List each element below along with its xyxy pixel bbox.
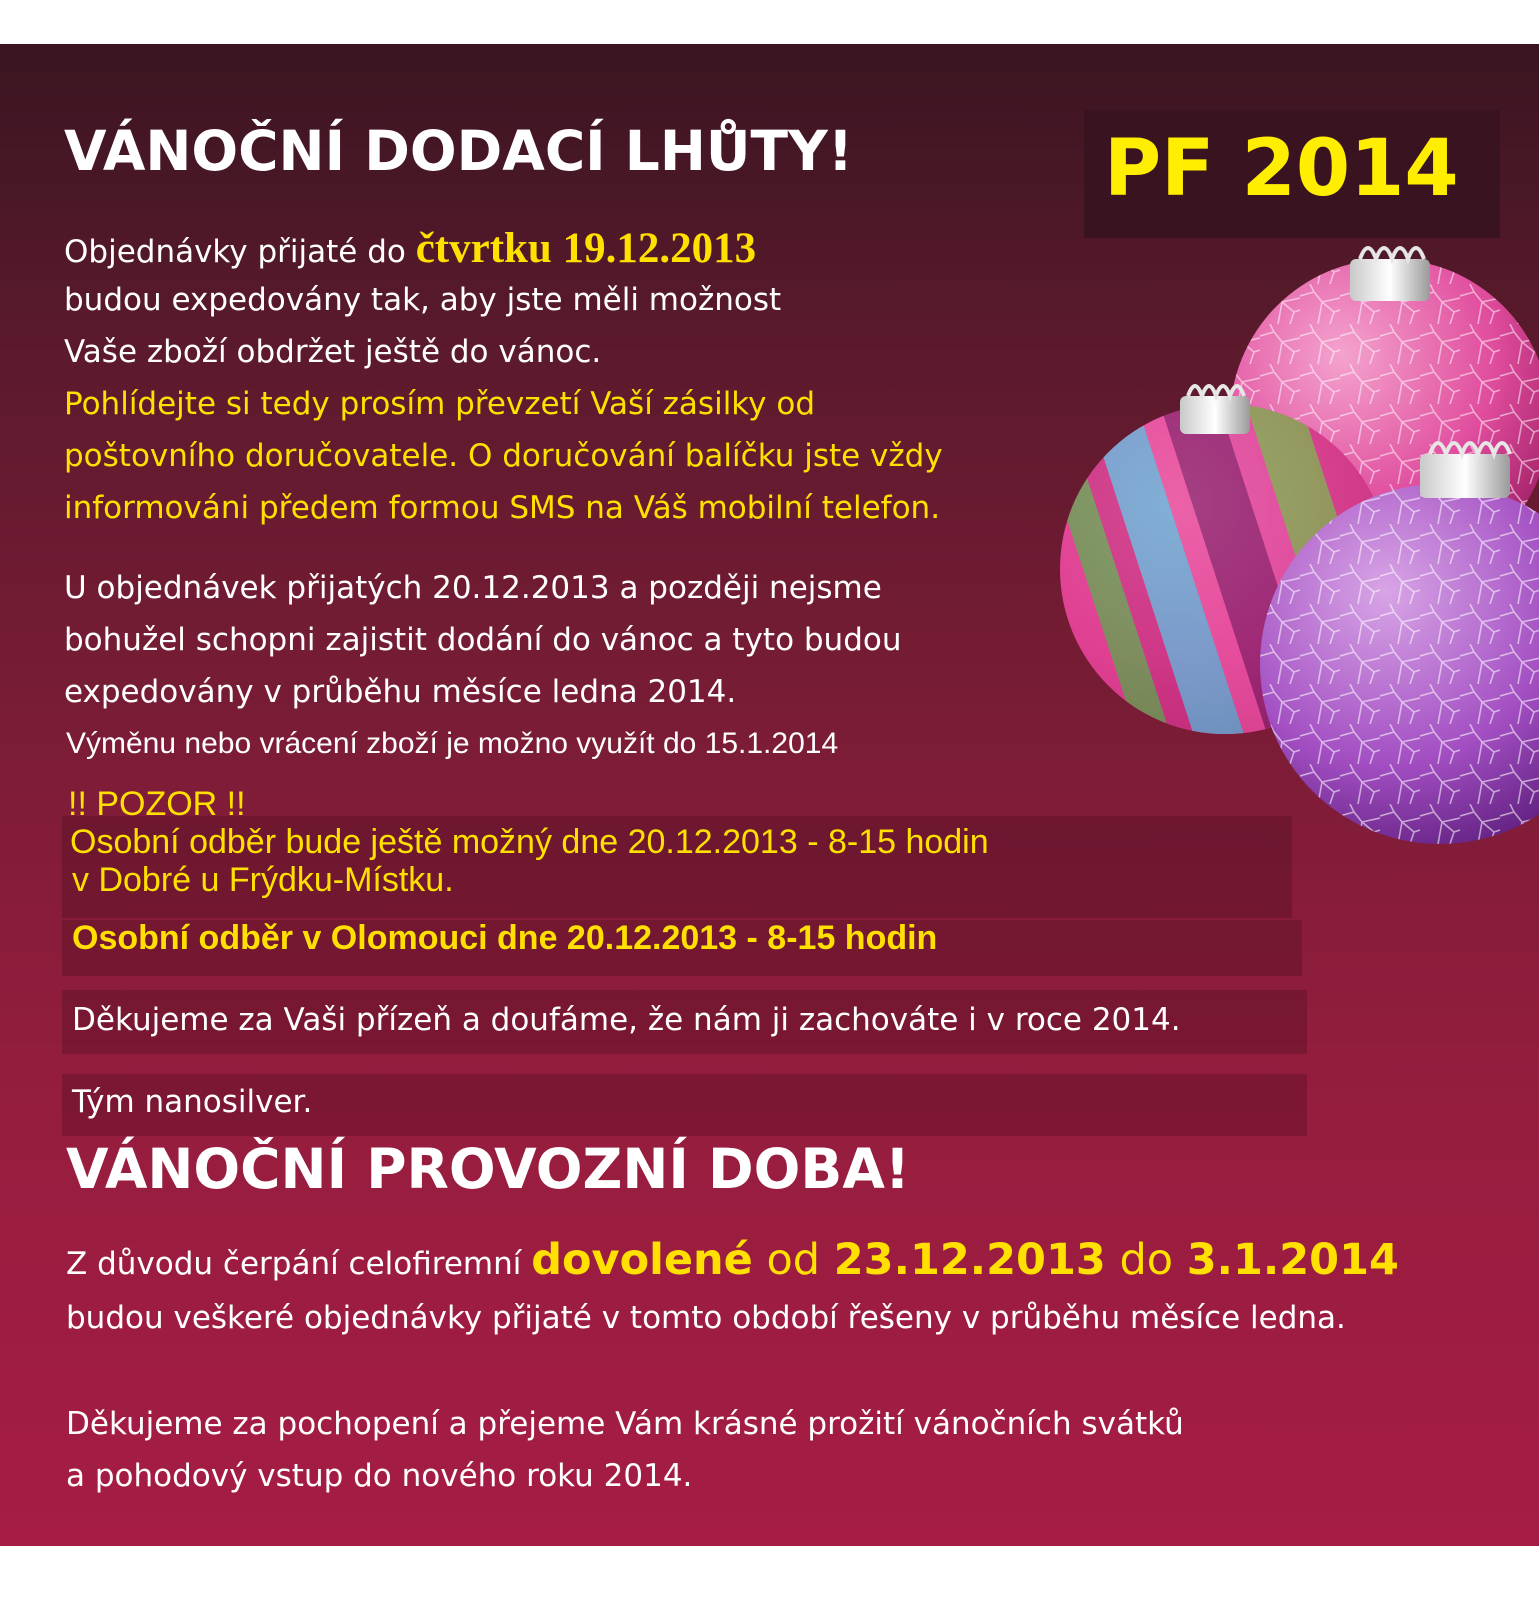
holiday-date-from: 23.12.2013 [833,1235,1106,1285]
delivery-note-line1: Pohlídejte si tedy prosím převzetí Vaší zásilky od [64,386,815,422]
holiday-word: dovolené [531,1235,753,1285]
closing-line2: a pohodový vstup do nového roku 2014. [66,1458,693,1494]
order-deadline-line2: budou expedovány tak, aby jste měli možnost [64,282,782,318]
order-deadline-line1 [64,222,756,279]
holiday-prefix: Z důvodu čerpání celofiremní [66,1246,532,1282]
holiday-line2: budou veškeré objednávky přijaté v tomto období řešeny v průběhu měsíce ledna. [66,1300,1346,1336]
hours-heading: VÁNOČNÍ PROVOZNÍ DOBA! [66,1137,910,1201]
delivery-note-line3: informováni předem formou SMS na Váš mobilní telefon. [64,490,941,526]
holiday-date-to: 3.1.2014 [1186,1235,1399,1285]
order-deadline-date: čtvrtku 19.12.2013 [415,225,757,272]
returns-note: Výměnu nebo vrácení zboží je možno využít do 15.1.2014 [66,727,839,760]
order-deadline-prefix: Objednávky přijaté do [64,234,416,270]
closing-line1: Děkujeme za pochopení a přejeme Vám krásné prožití vánočních svátků [66,1406,1184,1442]
christmas-banner [0,44,1539,1546]
olomouc-pickup: Osobní odběr v Olomouci dne 20.12.2013 - 8-15 hodin [72,919,938,957]
late-orders-line2: bohužel schopni zajistit dodání do vánoc a tyto budou [64,622,902,658]
holiday-to-word: do [1105,1235,1187,1285]
christmas-ornaments-icon [1060,204,1539,854]
delivery-note-line2: poštovního doručovatele. O doručování balíčku jste vždy [64,438,943,474]
signature: Tým nanosilver. [72,1084,313,1120]
thanks-message: Děkujeme za Vaši přízeň a doufáme, že nám ji zachováte i v roce 2014. [72,1002,1181,1038]
order-deadline-line3: Vaše zboží obdržet ještě do vánoc. [64,334,602,370]
warning-line1: Osobní odběr bude ještě možný dne 20.12.2013 - 8-15 hodin [70,823,989,861]
pf-badge: PF 2014 [1104,124,1459,214]
warning-title: !! POZOR !! [68,785,246,823]
late-orders-line1: U objednávek přijatých 20.12.2013 a později nejsme [64,570,882,606]
late-orders-line3: expedovány v průběhu měsíce ledna 2014. [64,674,737,710]
holiday-from-word: od [752,1235,834,1285]
page-title: VÁNOČNÍ DODACÍ LHŮTY! [64,119,853,183]
warning-line2: v Dobré u Frýdku-Místku. [72,861,454,899]
holiday-line1 [66,1230,1399,1294]
